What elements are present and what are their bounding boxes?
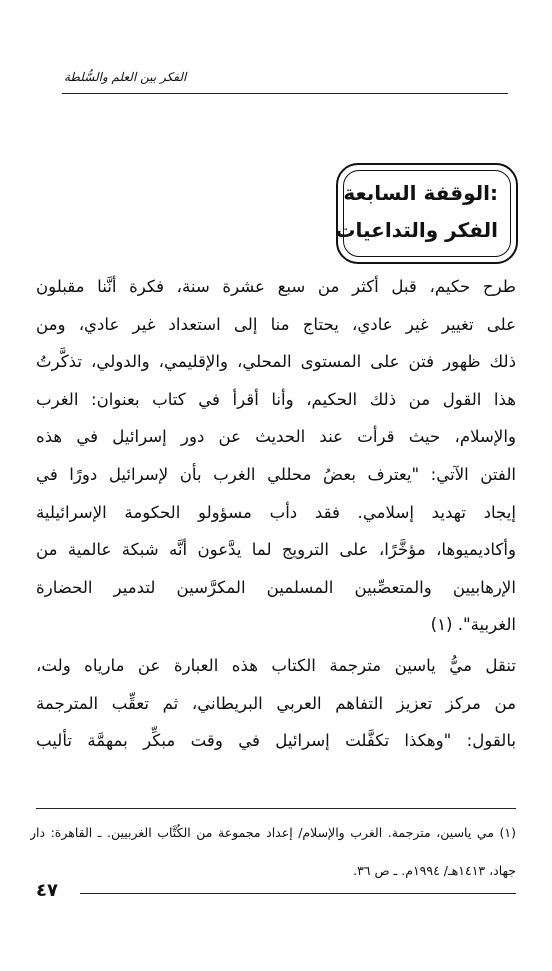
footnote (30, 820, 516, 895)
paragraph-1 (36, 268, 516, 644)
section-heading-inner-frame (335, 170, 511, 257)
text-line: من مركز تعزيز التفاهم العربي البريطاني، ثم تعقِّب المترجمة (36, 693, 516, 713)
footnote-line: جهاد، ١٤١٣هـ/ ١٩٩٤م. ـ ص ٣٦. (353, 862, 516, 878)
text-line: طرح حكيم، قبل أكثر من سبع عشرة سنة، فكرة أنَّنا مقبلون (36, 277, 516, 296)
text-line: الفتن الآتي: "يعترف بعضُ محللي الغرب بأن لإسرائيل دورًا في (36, 464, 516, 484)
section-heading-line-2: الفكر والتداعيات (335, 218, 498, 242)
footnote-rule (36, 808, 516, 809)
text-line: الإرهابيين والمتعصِّبين المسلمين المكرَّسين لتدمير الحضارة (36, 577, 516, 597)
section-heading-box (336, 163, 518, 264)
header-rule (62, 93, 508, 94)
text-line: هذا القول من ذلك الحكيم، وأنا أقرأ في كتاب بعنوان: الغرب (36, 389, 516, 409)
page-number: ٤٧ (36, 880, 58, 901)
paragraph-2 (36, 647, 516, 760)
text-line: بالقول: "وهكذا تكفَّلت إسرائيل في وقت مبكِّر بمهمَّة تأليب (36, 731, 516, 751)
text-line: تنقل ميُّ ياسين مترجمة الكتاب هذه العبارة عن مارياه ولت، (36, 656, 516, 675)
text-line: ذلك ظهور فتن على المستوى المحلي، والإقليمي، والدولي، تذكَّرتُ (36, 352, 516, 372)
text-line: الغربية". (١) (430, 615, 516, 635)
text-line: والإسلام، حيث قرأت عند الحديث عن دور إسرائيل في هذه (36, 427, 516, 447)
running-header-title: الفكر بين العلم والسُّلطة (64, 70, 187, 84)
footer-rule (80, 893, 516, 894)
text-line: على تغيير غير عادي، يحتاج منا إلى استعداد غير عادي، ومن (36, 314, 516, 334)
text-line: إيجاد تهديد إسلامي. فقد دأب مسؤولو الحكومة الإسرائيلية (36, 502, 516, 522)
text-line: وأكاديميوها، مؤخَّرًا، على الترويج لما يدَّعون أنَّه شبكة عالمية من (36, 540, 516, 560)
footnote-line: (١) مي ياسين، مترجمة. الغرب والإسلام/ إعداد مجموعة من الكُتَّاب الغربيين. ـ القاهرة: دار (30, 825, 516, 840)
section-heading-line-1: الوقفة السابعة: (343, 181, 498, 205)
